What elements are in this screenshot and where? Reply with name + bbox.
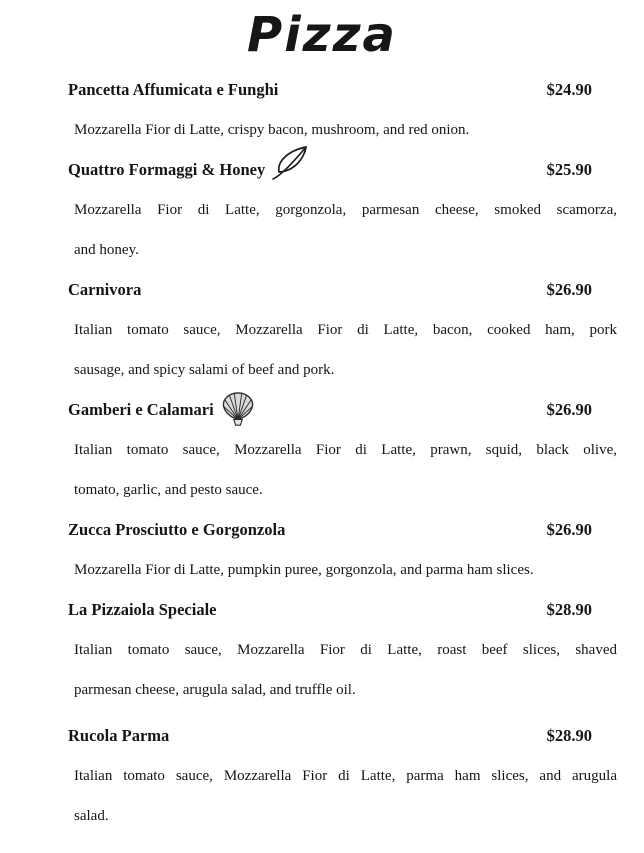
item-description-line: tomato, garlic, and pesto sauce. [74,482,263,498]
item-description [68,756,617,836]
item-price: $26.90 [546,400,592,419]
item-description [68,190,617,270]
item-row [68,70,592,110]
item-name-wrap [68,510,285,550]
menu-item [68,390,617,510]
item-name-wrap [68,590,216,630]
item-description-line: Mozzarella Fior di Latte, crispy bacon, mushroom, and red onion. [74,122,470,138]
item-description-line: and honey. [74,242,139,258]
item-description-line: Italian tomato sauce, Mozzarella Fior di Latte, bacon, cooked ham, pork [74,322,617,338]
item-name-wrap [68,270,141,310]
item-name-wrap [68,716,169,756]
leaf-icon [270,151,314,189]
item-row [68,716,592,756]
item-row [68,390,592,430]
item-name: Rucola Parma [68,726,170,745]
shell-icon [219,392,257,428]
item-price: $25.90 [546,160,592,179]
menu-item [68,590,617,710]
page-title: Pizza [247,7,397,63]
item-name: Quattro Formaggi & Honey [68,160,266,179]
item-description-line: Mozzarella Fior di Latte, pumpkin puree, gorgonzola, and parma ham slices. [74,562,534,578]
item-row [68,590,592,630]
menu-item [68,716,617,836]
item-name-wrap [68,70,278,110]
menu-item [68,510,592,590]
menu-list [0,70,644,836]
item-description [68,630,617,710]
item-price: $28.90 [546,726,592,745]
item-description-line: sausage, and spicy salami of beef and pork. [74,362,335,378]
item-row [68,510,592,550]
item-name: La Pizzaiola Speciale [68,600,217,619]
item-row [68,270,592,310]
item-description-line: Mozzarella Fior di Latte, gorgonzola, parmesan cheese, smoked scamorza, [74,202,617,218]
item-name: Pancetta Affumicata e Funghi [68,80,279,99]
menu-item [68,270,617,390]
item-price: $26.90 [546,280,592,299]
item-description [68,550,592,590]
item-description [68,110,592,150]
item-name: Carnivora [68,280,142,299]
item-description-line: Italian tomato sauce, Mozzarella Fior di Latte, prawn, squid, black olive, [74,442,617,458]
item-price: $24.90 [546,80,592,99]
item-row [68,150,592,190]
item-name: Gamberi e Calamari [68,400,214,419]
item-name: Zucca Prosciutto e Gorgonzola [68,520,286,539]
menu-item [68,70,592,150]
item-price: $26.90 [546,520,592,539]
item-description-line: Italian tomato sauce, Mozzarella Fior di Latte, roast beef slices, shaved [74,642,617,658]
item-description-line: Italian tomato sauce, Mozzarella Fior di Latte, parma ham slices, and arugula [74,768,617,784]
item-price: $28.90 [546,600,592,619]
item-name-wrap [68,390,257,430]
item-name-wrap [68,150,314,190]
item-description [68,430,617,510]
item-description-line: parmesan cheese, arugula salad, and truffle oil. [74,682,356,698]
item-description [68,310,617,390]
menu-item [68,150,617,270]
item-description-line: salad. [74,808,109,824]
